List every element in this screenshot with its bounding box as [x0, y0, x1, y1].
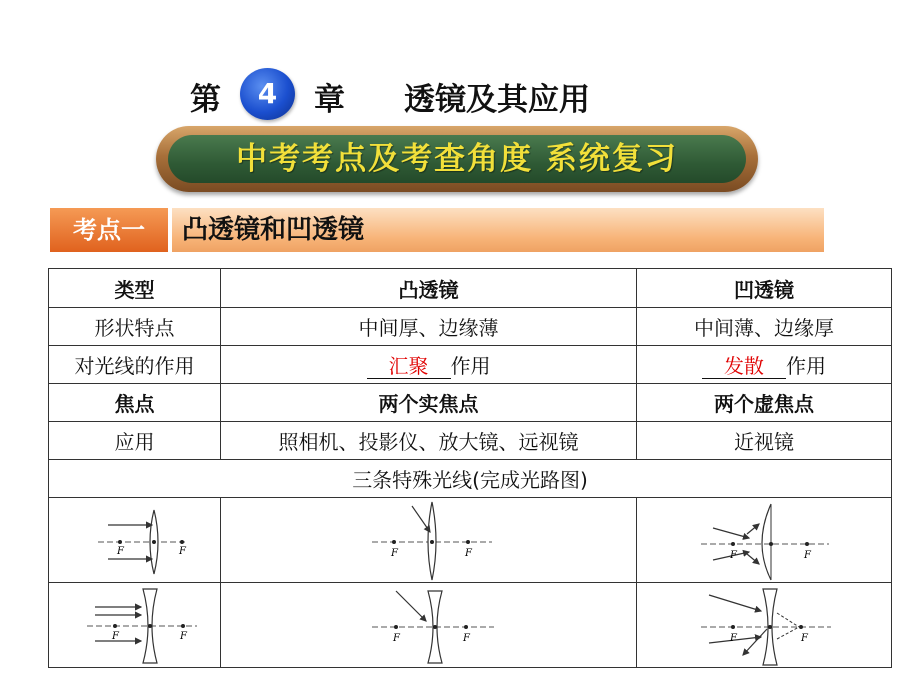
table-row	[49, 422, 892, 460]
section-title: 凸透镜和凹透镜	[172, 208, 824, 252]
focus-label: F	[178, 546, 186, 557]
row-label: 应用	[49, 422, 221, 460]
concave-shape: 中间薄、边缘厚	[637, 308, 892, 346]
table-header-row	[49, 269, 892, 308]
convex-effect	[221, 346, 637, 384]
focus-label: F	[392, 633, 400, 644]
convex-focal-ray-diagram	[221, 498, 637, 583]
focus-label: F	[179, 631, 187, 642]
convex-focus: 两个实焦点	[221, 384, 637, 422]
concave-diagram-row	[49, 583, 892, 668]
focus-label: F	[730, 633, 737, 644]
concave-focus: 两个虚焦点	[637, 384, 892, 422]
concave-focal-ray-diagram	[221, 583, 637, 668]
focus-label: F	[801, 633, 808, 644]
focus-label: F	[730, 550, 737, 561]
focus-label: F	[390, 548, 398, 559]
header-convex: 凸透镜	[221, 269, 637, 308]
concave-center-ray-diagram	[637, 583, 892, 668]
row-label: 形状特点	[49, 308, 221, 346]
review-banner-text: 中考考点及考查角度 系统复习	[168, 135, 746, 183]
table-row	[49, 308, 892, 346]
concave-effect	[637, 346, 892, 384]
focus-label: F	[116, 546, 124, 557]
concave-parallel-rays-diagram	[49, 583, 221, 668]
chapter-prefix: 第	[190, 82, 221, 118]
concave-application: 近视镜	[637, 422, 892, 460]
header-concave: 凹透镜	[637, 269, 892, 308]
chapter-title	[0, 68, 920, 118]
special-rays-title: 三条特殊光线(完成光路图)	[49, 460, 892, 498]
convex-shape: 中间厚、边缘薄	[221, 308, 637, 346]
concave-effect-answer: 发散	[702, 354, 786, 379]
focus-label: F	[462, 633, 470, 644]
table-row	[49, 460, 892, 498]
section-tag: 考点一	[50, 208, 168, 252]
chapter-name: 透镜及其应用	[404, 82, 590, 118]
row-label: 对光线的作用	[49, 346, 221, 384]
focus-label: F	[111, 631, 119, 642]
lens-comparison-table	[48, 268, 892, 668]
convex-parallel-rays-diagram	[49, 498, 221, 583]
focus-label: F	[464, 548, 472, 559]
convex-application: 照相机、投影仪、放大镜、远视镜	[221, 422, 637, 460]
convex-diagram-row	[49, 498, 892, 583]
review-banner	[156, 126, 758, 192]
convex-center-ray-diagram	[637, 498, 892, 583]
convex-effect-suffix: 作用	[450, 354, 491, 378]
header-type: 类型	[49, 269, 221, 308]
convex-effect-answer: 汇聚	[367, 354, 451, 379]
section-header	[50, 208, 824, 252]
focus-label: F	[804, 550, 811, 561]
table-row	[49, 384, 892, 422]
chapter-number-badge: 4	[240, 68, 295, 120]
chapter-suffix: 章	[314, 82, 345, 118]
table-row	[49, 346, 892, 384]
concave-effect-suffix: 作用	[786, 354, 826, 378]
row-label: 焦点	[49, 384, 221, 422]
